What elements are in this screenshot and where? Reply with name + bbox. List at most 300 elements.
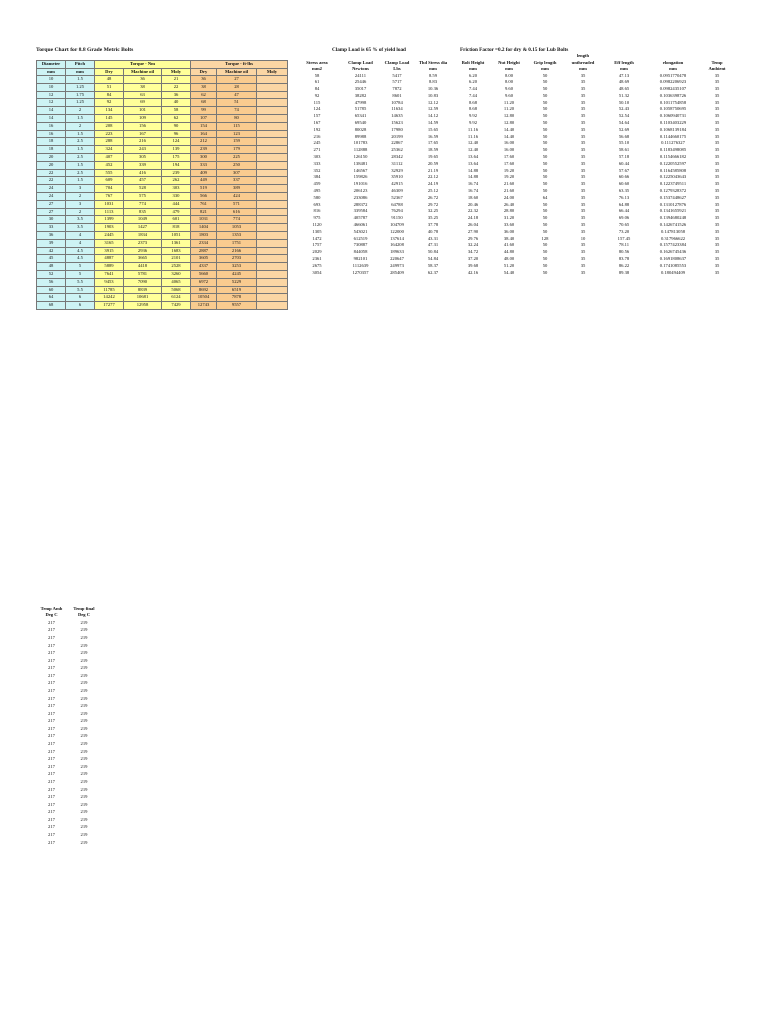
table-cell: 8.00 bbox=[504, 72, 514, 78]
unit-unthreaded: mm bbox=[579, 66, 587, 71]
table-cell: 8.59 bbox=[428, 72, 438, 78]
table-cell: 217 bbox=[48, 839, 55, 845]
table-cell: 219 bbox=[80, 741, 88, 747]
unit-thd-stress-dia: mm bbox=[429, 66, 437, 71]
table-row bbox=[37, 247, 288, 255]
table-cell: 0.0982435107 bbox=[659, 86, 687, 92]
table-row bbox=[37, 302, 288, 310]
table-cell: 57.18 bbox=[618, 154, 630, 160]
clamp-load-note: Clamp Load is 65 % of yield load bbox=[332, 47, 406, 53]
table-cell: 54.84 bbox=[427, 256, 439, 262]
table-cell: 1834 bbox=[124, 231, 162, 239]
table-cell: 217 bbox=[48, 756, 55, 762]
table-cell: 35 bbox=[714, 222, 720, 228]
table-cell: 217 bbox=[48, 680, 55, 686]
table-cell: 223 bbox=[95, 130, 124, 138]
table-row bbox=[37, 91, 288, 99]
table-cell: 12.12 bbox=[427, 99, 439, 105]
table-cell: 60.44 bbox=[618, 160, 630, 166]
table-cell: 3253 bbox=[217, 263, 257, 271]
table-row bbox=[36, 626, 101, 634]
table-cell: 10.83 bbox=[427, 92, 439, 98]
table-cell: 14242 bbox=[95, 294, 124, 302]
table-cell: 20199 bbox=[391, 133, 403, 139]
table-cell: 5717 bbox=[392, 79, 402, 85]
table-cell: 101783 bbox=[353, 140, 368, 146]
table-cell: 339584 bbox=[353, 208, 368, 214]
table-cell bbox=[257, 91, 288, 99]
table-cell: 0.1537448627 bbox=[659, 194, 687, 200]
table-cell: 70.65 bbox=[618, 222, 630, 228]
table-cell: 63.35 bbox=[618, 188, 630, 194]
table-row bbox=[37, 216, 288, 224]
table-cell: 50.84 bbox=[427, 249, 439, 255]
table-cell: 1.5 bbox=[66, 114, 95, 122]
table-cell: 571 bbox=[217, 200, 257, 208]
table-row bbox=[37, 200, 288, 208]
table-cell: 35 bbox=[580, 174, 586, 180]
table-cell: 92 bbox=[314, 92, 320, 98]
table-cell: 19.65 bbox=[427, 154, 439, 160]
table-row bbox=[36, 770, 101, 778]
table-cell: 1305 bbox=[312, 228, 322, 234]
table-cell: 99 bbox=[191, 107, 217, 115]
table-cell: 89.38 bbox=[618, 269, 630, 275]
table-cell: 219 bbox=[80, 839, 88, 845]
table-row bbox=[36, 649, 101, 657]
table-row bbox=[296, 229, 733, 236]
table-row bbox=[296, 113, 733, 120]
table-cell: 35 bbox=[714, 160, 720, 166]
table-cell: 21.60 bbox=[503, 188, 515, 194]
table-cell: 191016 bbox=[353, 181, 368, 187]
table-cell: 47.31 bbox=[427, 242, 439, 248]
table-cell: 38 bbox=[124, 83, 162, 91]
table-cell: 50 bbox=[542, 140, 548, 146]
table-cell: 24111 bbox=[354, 72, 367, 78]
unit-temp-final: Deg C bbox=[77, 612, 91, 618]
table-row bbox=[37, 185, 288, 193]
table-cell: 352 bbox=[313, 167, 321, 173]
table-cell: 14.88 bbox=[467, 167, 479, 173]
table-cell: 16 bbox=[37, 130, 66, 138]
table-cell: 35 bbox=[580, 222, 586, 228]
table-cell: 112888 bbox=[353, 147, 368, 153]
table-row bbox=[37, 263, 288, 271]
table-cell: 115 bbox=[217, 122, 257, 130]
table-cell: 219 bbox=[80, 801, 88, 807]
table-cell: 50.10 bbox=[618, 99, 630, 105]
table-row bbox=[37, 99, 288, 107]
table-cell: 217 bbox=[48, 778, 55, 784]
table-cell: 18.60 bbox=[467, 194, 479, 200]
table-row bbox=[296, 249, 733, 256]
table-cell: 35.25 bbox=[427, 215, 439, 221]
table-cell: 58.37 bbox=[427, 262, 439, 268]
table-cell: 0.1103403229 bbox=[659, 120, 687, 126]
table-cell: 35 bbox=[580, 249, 586, 255]
table-cell: 4887 bbox=[95, 255, 124, 263]
table-cell: 146567 bbox=[353, 167, 368, 173]
table-cell: 159 bbox=[217, 138, 257, 146]
table-cell: 39 bbox=[37, 239, 66, 247]
table-cell: 219 bbox=[80, 703, 88, 709]
table-row bbox=[296, 195, 733, 202]
table-cell bbox=[257, 114, 288, 122]
table-cell: 14.59 bbox=[427, 120, 439, 126]
table-row bbox=[36, 740, 101, 748]
table-cell bbox=[257, 302, 288, 310]
table-cell: 1361 bbox=[162, 239, 191, 247]
table-cell: 444 bbox=[162, 200, 191, 208]
table-cell: 50 bbox=[542, 167, 548, 173]
table-cell: 42.16 bbox=[467, 269, 479, 275]
table-cell: 52 bbox=[37, 270, 66, 278]
table-cell: 24 bbox=[37, 185, 66, 193]
table-cell: 774 bbox=[217, 216, 257, 224]
table-cell: 333 bbox=[313, 160, 321, 166]
table-cell: 0.1577423384 bbox=[659, 242, 687, 248]
table-cell: 35 bbox=[580, 262, 586, 268]
table-cell: 40.78 bbox=[427, 228, 439, 234]
table-cell: 1031 bbox=[191, 216, 217, 224]
table-cell: 44.80 bbox=[503, 249, 515, 255]
table-cell bbox=[257, 247, 288, 255]
table-cell: 219 bbox=[80, 786, 88, 792]
table-cell: 69 bbox=[124, 99, 162, 107]
table-cell: 217 bbox=[48, 832, 55, 837]
table-cell: 1113 bbox=[95, 208, 124, 216]
table-cell: 0.1183498085 bbox=[659, 147, 687, 153]
table-cell: 50 bbox=[542, 262, 548, 268]
table-cell: 35017 bbox=[354, 86, 367, 92]
table-cell: 409 bbox=[191, 169, 217, 177]
table-cell: 219 bbox=[80, 748, 88, 754]
table-row bbox=[296, 263, 733, 270]
table-cell: 60.66 bbox=[618, 174, 630, 180]
table-cell: 12 bbox=[37, 99, 66, 107]
table-cell: 217 bbox=[48, 824, 55, 830]
table-cell: 219 bbox=[80, 733, 88, 739]
unit-elongation: mm bbox=[669, 66, 677, 71]
table-cell: 217 bbox=[48, 665, 55, 671]
table-cell: 15623 bbox=[391, 120, 403, 126]
table-cell: 175 bbox=[162, 153, 191, 161]
table-cell: 19.20 bbox=[503, 167, 515, 173]
table-cell: 0.1394680248 bbox=[659, 215, 687, 221]
table-cell: 35 bbox=[714, 86, 720, 92]
table-cell: 217 bbox=[48, 771, 55, 777]
table-cell: 0.1341655921 bbox=[659, 208, 687, 214]
table-cell: 35 bbox=[580, 208, 586, 214]
table-cell: 35 bbox=[580, 242, 586, 248]
table-row bbox=[36, 717, 101, 725]
table-cell: 818 bbox=[162, 224, 191, 232]
header-elongation: elongation bbox=[662, 59, 684, 65]
table-cell: 219 bbox=[80, 672, 88, 678]
table-cell: 109 bbox=[124, 114, 162, 122]
table-cell: 1270357 bbox=[352, 269, 369, 275]
table-cell: 17980 bbox=[391, 126, 403, 132]
unit-eff-length: mm bbox=[620, 66, 628, 71]
table-cell: 27 bbox=[37, 208, 66, 216]
table-cell bbox=[257, 208, 288, 216]
table-cell: 62 bbox=[162, 114, 191, 122]
table-cell: 14.40 bbox=[503, 133, 515, 139]
table-cell: 1.5 bbox=[66, 161, 95, 169]
table-cell: 4.5 bbox=[66, 255, 95, 263]
table-cell: 128 bbox=[541, 235, 549, 241]
table-cell bbox=[257, 255, 288, 263]
table-cell: 10784 bbox=[391, 99, 403, 105]
table-row bbox=[37, 224, 288, 232]
table-cell: 219 bbox=[80, 809, 88, 815]
table-cell: 52.54 bbox=[618, 113, 630, 119]
table-cell: 7878 bbox=[217, 294, 257, 302]
table-cell: 566 bbox=[191, 192, 217, 200]
table-cell: 2.5 bbox=[66, 169, 95, 177]
table-cell: 35 bbox=[580, 215, 586, 221]
table-cell: 86.22 bbox=[618, 262, 630, 268]
table-cell bbox=[257, 153, 288, 161]
table-row bbox=[36, 732, 101, 740]
table-cell: 704 bbox=[95, 185, 124, 193]
table-cell: 3665 bbox=[124, 255, 162, 263]
table-cell: 50 bbox=[542, 242, 548, 248]
table-cell: 0.1225043643 bbox=[659, 174, 687, 180]
table-cell: 580 bbox=[313, 194, 321, 200]
sheet-title: Torque Chart for 8.8 Grade Metric Bolts bbox=[36, 47, 134, 53]
table-cell: 20 bbox=[37, 161, 66, 169]
table-cell: 27 bbox=[217, 76, 257, 84]
table-cell: 36 bbox=[37, 231, 66, 239]
table-cell: 27.90 bbox=[467, 228, 479, 234]
table-row bbox=[36, 823, 101, 831]
table-cell: 11785 bbox=[95, 286, 124, 294]
table-row bbox=[36, 664, 101, 672]
table-cell: 0.1011754858 bbox=[659, 99, 687, 105]
table-cell: 47.13 bbox=[618, 72, 630, 78]
table-cell: 1.5 bbox=[66, 177, 95, 185]
table-cell: 4337 bbox=[191, 263, 217, 271]
table-cell: 249973 bbox=[390, 262, 404, 268]
table-cell: 1353 bbox=[217, 231, 257, 239]
table-cell: 64.88 bbox=[618, 201, 630, 207]
table-cell: 6972 bbox=[191, 278, 217, 286]
table-row bbox=[36, 801, 101, 809]
table-cell: 50 bbox=[542, 174, 548, 180]
table-cell: 50 bbox=[542, 120, 548, 126]
table-cell: 73.20 bbox=[618, 228, 630, 234]
table-cell: 2334 bbox=[191, 239, 217, 247]
table-cell: 50 bbox=[542, 201, 548, 207]
table-cell: 219 bbox=[80, 695, 88, 701]
table-cell: 50 bbox=[542, 188, 548, 194]
table-cell: 50 bbox=[542, 228, 548, 234]
table-cell: 80.56 bbox=[618, 249, 630, 255]
table-cell: 5.5 bbox=[66, 278, 95, 286]
unit-diameter: mm bbox=[37, 68, 66, 76]
table-row bbox=[37, 239, 288, 247]
table-cell: 1751 bbox=[217, 239, 257, 247]
table-cell: 35 bbox=[714, 188, 720, 194]
table-cell: 90 bbox=[162, 122, 191, 130]
table-cell: 47 bbox=[217, 91, 257, 99]
table-row bbox=[296, 208, 733, 215]
table-cell: 104709 bbox=[390, 222, 404, 228]
table-row bbox=[296, 79, 733, 86]
table-cell: 3165 bbox=[95, 239, 124, 247]
table-cell: 1399 bbox=[95, 216, 124, 224]
table-cell: 13.64 bbox=[467, 154, 479, 160]
table-cell: 68 bbox=[37, 302, 66, 310]
table-cell: 1427 bbox=[124, 224, 162, 232]
table-cell: 219 bbox=[80, 657, 88, 663]
table-cell: 84 bbox=[95, 91, 124, 99]
table-cell: 50 bbox=[542, 215, 548, 221]
header-temp-final: Temp final bbox=[73, 606, 95, 611]
table-row bbox=[296, 168, 733, 175]
table-cell: 123 bbox=[217, 130, 257, 138]
table-cell: 1.5 bbox=[66, 76, 95, 84]
table-row bbox=[36, 748, 101, 756]
table-cell: 219 bbox=[80, 794, 88, 800]
table-cell: 35 bbox=[714, 249, 720, 255]
table-cell: 449 bbox=[191, 177, 217, 185]
table-cell: 78.11 bbox=[618, 242, 630, 248]
table-cell: 9.92 bbox=[468, 120, 478, 126]
table-cell: 14.12 bbox=[427, 113, 439, 119]
table-cell: 217 bbox=[48, 634, 55, 640]
table-cell: 26.40 bbox=[503, 201, 515, 207]
table-cell: 7090 bbox=[124, 278, 162, 286]
table-cell: 56 bbox=[37, 278, 66, 286]
table-cell: 24.00 bbox=[503, 194, 515, 200]
table-cell: 8601 bbox=[392, 92, 402, 98]
table-cell: 58.61 bbox=[618, 147, 630, 153]
table-cell: 51.32 bbox=[618, 92, 630, 98]
table-row bbox=[296, 106, 733, 113]
table-cell: 48 bbox=[37, 263, 66, 271]
table-cell: 80 bbox=[217, 114, 257, 122]
table-cell: 303 bbox=[162, 185, 191, 193]
table-cell: 35 bbox=[580, 188, 586, 194]
table-cell: 50 bbox=[542, 99, 548, 105]
table-cell: 208 bbox=[95, 122, 124, 130]
table-cell: 18 bbox=[37, 146, 66, 154]
table-cell: 157 bbox=[313, 113, 321, 119]
table-cell: 239 bbox=[162, 169, 191, 177]
table-cell: 2 bbox=[66, 208, 95, 216]
table-cell: 62 bbox=[191, 91, 217, 99]
table-cell: 2 bbox=[66, 122, 95, 130]
table-cell: 35 bbox=[714, 256, 720, 262]
table-cell: 816 bbox=[313, 208, 321, 214]
table-cell: 64 bbox=[542, 194, 548, 200]
table-row bbox=[37, 130, 288, 138]
table-cell: 159826 bbox=[353, 174, 368, 180]
table-cell: 217 bbox=[48, 786, 55, 792]
table-cell: 42 bbox=[37, 247, 66, 255]
table-cell: 9453 bbox=[95, 278, 124, 286]
table-cell bbox=[257, 185, 288, 193]
table-cell: 1031 bbox=[95, 200, 124, 208]
table-cell: 14635 bbox=[391, 113, 403, 119]
table-cell: 35 bbox=[580, 79, 586, 85]
table-cell: 25.12 bbox=[427, 188, 439, 194]
header-nm-machine-oil: Machine oil bbox=[124, 68, 162, 76]
table-cell: 22.32 bbox=[467, 208, 479, 214]
table-cell: 16.74 bbox=[467, 181, 479, 187]
header-torque-ftlbs: Torque - ft-lbs bbox=[191, 61, 288, 69]
table-row bbox=[296, 73, 733, 80]
bolt-properties-body bbox=[296, 73, 733, 277]
table-cell: 1683 bbox=[162, 247, 191, 255]
table-cell: 35 bbox=[714, 140, 720, 146]
table-cell: 5417 bbox=[392, 72, 402, 78]
table-cell: 1051 bbox=[162, 231, 191, 239]
table-cell: 0.180494409 bbox=[660, 269, 686, 275]
table-cell: 37.78 bbox=[427, 222, 439, 228]
table-cell: 0.1144660175 bbox=[659, 133, 687, 139]
table-cell: 844058 bbox=[353, 249, 368, 255]
table-cell: 52367 bbox=[391, 194, 403, 200]
table-cell: 35 bbox=[580, 194, 586, 200]
table-cell: 1112639 bbox=[352, 262, 369, 268]
table-cell: 555 bbox=[95, 169, 124, 177]
table-cell: 35 bbox=[580, 86, 586, 92]
table-row bbox=[296, 181, 733, 188]
table-cell: 12958 bbox=[124, 302, 162, 310]
table-cell: 14 bbox=[37, 107, 66, 115]
table-cell: 4 bbox=[66, 231, 95, 239]
table-cell: 69540 bbox=[354, 120, 367, 126]
table-cell: 35910 bbox=[391, 174, 403, 180]
table-cell: 50 bbox=[542, 222, 548, 228]
header-clamp-load-lbs: Clamp Load bbox=[384, 59, 410, 65]
table-cell: 157.45 bbox=[617, 235, 631, 241]
table-cell: 219 bbox=[80, 832, 88, 837]
table-cell: 50 bbox=[542, 72, 548, 78]
table-cell: 2166 bbox=[217, 247, 257, 255]
table-cell: 0.1060940731 bbox=[659, 113, 687, 119]
table-cell: 0.1068139184 bbox=[659, 126, 687, 132]
header-thd-stress-dia: Thd Stress dia bbox=[418, 59, 448, 65]
table-cell: 0.1691808637 bbox=[659, 256, 687, 262]
table-cell: 2445 bbox=[95, 231, 124, 239]
table-row bbox=[36, 619, 101, 627]
table-cell: 459 bbox=[313, 181, 321, 187]
table-cell: 1472 bbox=[312, 235, 322, 241]
table-cell: 219 bbox=[80, 771, 88, 777]
table-cell: 761 bbox=[191, 200, 217, 208]
table-row bbox=[37, 294, 288, 302]
table-cell: 1.75 bbox=[66, 91, 95, 99]
table-cell: 1120 bbox=[312, 222, 322, 228]
table-row bbox=[37, 114, 288, 122]
table-cell: 219 bbox=[80, 642, 88, 648]
table-cell: 1757 bbox=[312, 242, 322, 248]
table-cell: 457 bbox=[124, 177, 162, 185]
table-cell: 12.40 bbox=[467, 140, 479, 146]
table-cell: 65341 bbox=[354, 113, 367, 119]
table-cell: 303 bbox=[313, 154, 321, 160]
table-cell: 35 bbox=[714, 269, 720, 275]
table-cell: 3260 bbox=[162, 270, 191, 278]
table-row bbox=[296, 127, 733, 134]
table-cell: 22 bbox=[37, 169, 66, 177]
table-cell: 50 bbox=[542, 249, 548, 255]
